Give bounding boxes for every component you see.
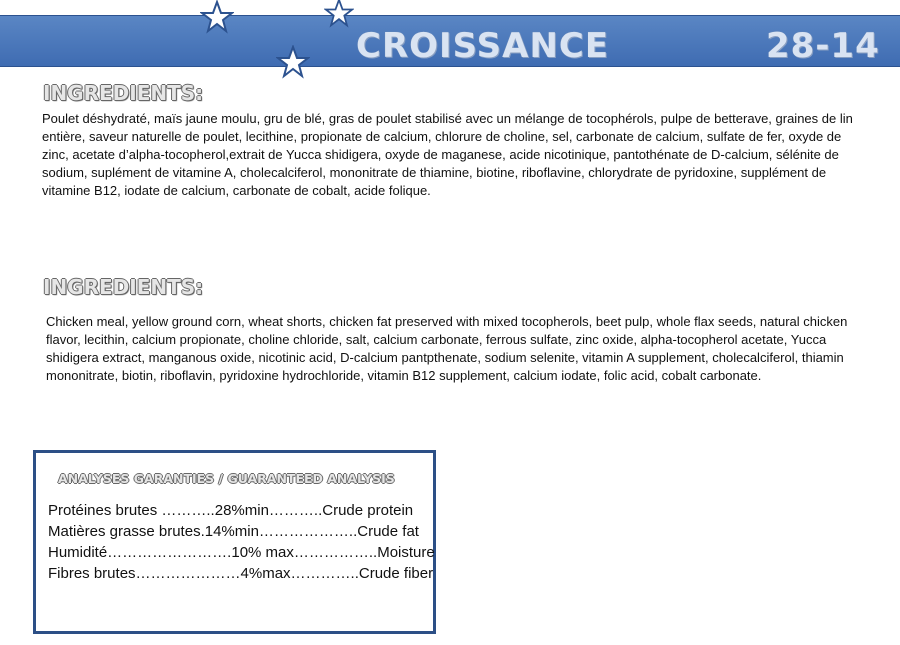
french-ingredients-text: Poulet déshydraté, maïs jaune moulu, gru de blé, gras de poulet stabilisé avec un mélange de tocophérols, pulpe de betterave, graines de lin entière, saveur naturelle de poulet, lecithine, propionate de calcium, chlorure de choline, sel, carbonate de calcium, sulfate de fer, oxyde de zinc, acetate d’alpha-tocopherol,extrait de Yucca shidigera, oxyde de maganese, acide nicotinique, pantothénate de D-calcium, sélénite de sodium, suplément de vitamine A, cholecalciferol, mononitrate de thiamine, biotine, riboflavine, chlorydrate de pyridoxine, supplément de vitamine B12, iodate de calcium, carbonate de cobalt, acide folique.	[42, 111, 853, 198]
english-ingredients-heading: INGREDIENTS:	[43, 275, 204, 299]
analysis-row-fat: Matières grasse brutes.14%min………………..Crude fat	[48, 523, 419, 540]
analysis-row-fiber: Fibres brutes…………………4%max…………..Crude fiber	[48, 565, 434, 582]
analysis-row-moisture: Humidité…………………….10% max……………..Moisture	[48, 544, 435, 561]
banner	[0, 15, 900, 67]
star-icon	[324, 0, 354, 28]
star-icon	[276, 45, 310, 79]
analysis-heading: ANALYSES GARANTIES / GUARANTEED ANALYSIS	[58, 471, 395, 486]
star-icon	[200, 0, 234, 34]
english-ingredients-text: Chicken meal, yellow ground corn, wheat shorts, chicken fat preserved with mixed tocopherols, beet pulp, whole flax seeds, natural chicken flavor, lecithin, calcium propionate, choline chloride, salt, calcium carbonate, ferrous sulfate, zinc oxide, alpha-tocopherol acetate, Yucca shidigera extract, manganous oxide, nicotinic acid, D-calcium pantpthenate, sodium selenite, vitamin A supplement, cholecalciferol, thiamin mononitrate, biotin, riboflavin, pyridoxine hydrochloride, vitamin B12 supplement, calcium iodate, folic acid, cobalt carbonate.	[46, 314, 848, 383]
product-code: 28-14	[766, 26, 880, 66]
french-ingredients-heading: INGREDIENTS:	[43, 81, 204, 105]
analysis-row-protein: Protéines brutes ………..28%min………..Crude protein	[48, 502, 414, 519]
guaranteed-analysis-box	[33, 450, 436, 634]
product-title: CROISSANCE	[356, 26, 610, 66]
